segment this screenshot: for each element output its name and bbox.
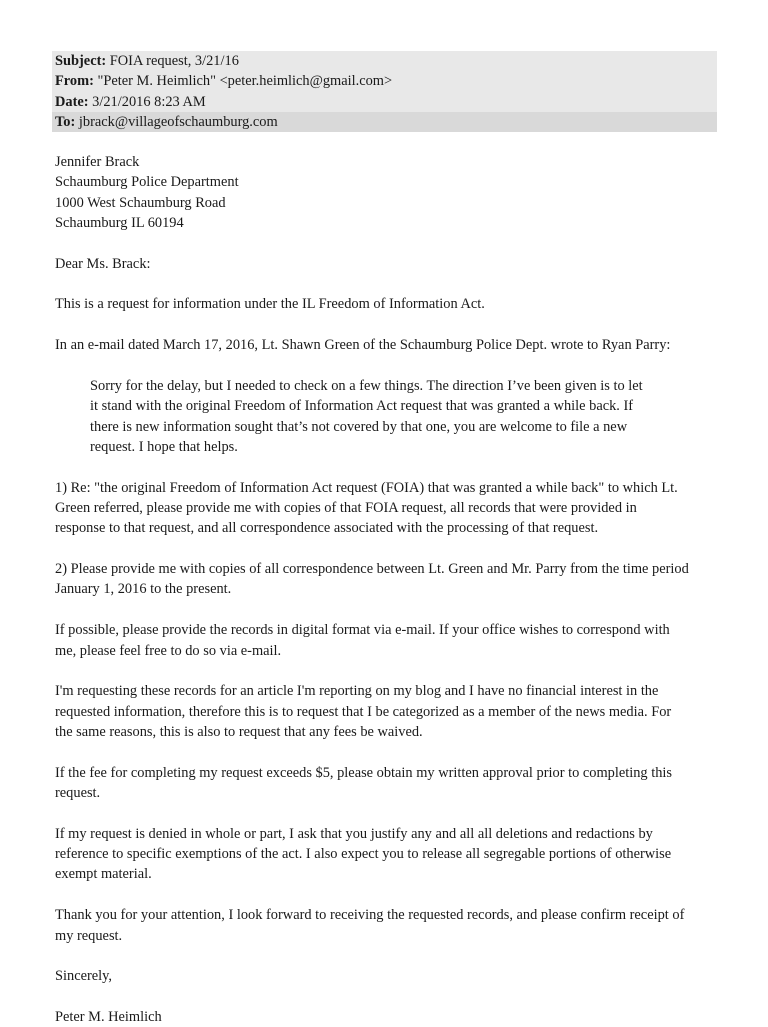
address-line: Schaumburg Police Department <box>55 174 239 191</box>
to-value: jbrack@villageofschaumburg.com <box>78 113 278 130</box>
paragraph-line: reference to specific exemptions of the act. I also expect you to release all segregable portions of otherwise <box>55 846 672 863</box>
request-item-2 <box>55 559 720 600</box>
date-row <box>52 92 717 112</box>
signature: Peter M. Heimlich <box>55 1009 162 1026</box>
recipient-address <box>55 152 720 233</box>
address-line: Schaumburg IL 60194 <box>55 214 184 231</box>
intro-paragraph: This is a request for information under the IL Freedom of Information Act. <box>55 296 485 313</box>
denial-paragraph <box>55 824 720 885</box>
paragraph-line: exempt material. <box>55 866 152 883</box>
fee-paragraph <box>55 763 720 804</box>
paragraph-line: me, please feel free to do so via e-mail. <box>55 642 282 659</box>
digital-format-paragraph <box>55 620 720 661</box>
quote-line: request. I hope that helps. <box>90 438 238 455</box>
from-value: "Peter M. Heimlich" <peter.heimlich@gmail.com> <box>97 73 393 90</box>
request-item-1 <box>55 478 720 539</box>
address-line: 1000 West Schaumburg Road <box>55 194 226 211</box>
paragraph-line: Thank you for your attention, I look forward to receiving the requested records, and please confirm receipt of <box>55 907 685 924</box>
from-label: From: <box>55 73 94 90</box>
quote-line: Sorry for the delay, but I needed to check on a few things. The direction I’ve been given is to let <box>90 378 643 395</box>
quote-line: there is new information sought that’s not covered by that one, you are welcome to file a new <box>90 418 628 435</box>
paragraph-line: the same reasons, this is also to request that any fees be waived. <box>55 723 423 740</box>
paragraph-line: 1) Re: "the original Freedom of Information Act request (FOIA) that was granted a while back" to which Lt. <box>55 479 678 496</box>
quote-line: it stand with the original Freedom of Information Act request that was granted a while back. If <box>90 398 634 415</box>
news-media-paragraph <box>55 681 720 742</box>
letter-body <box>55 152 720 1027</box>
context-paragraph: In an e-mail dated March 17, 2016, Lt. Shawn Green of the Schaumburg Police Dept. wrote to Ryan Parry: <box>55 337 671 354</box>
paragraph-line: If possible, please provide the records in digital format via e-mail. If your office wishes to correspond with <box>55 622 670 639</box>
subject-row <box>52 51 717 71</box>
paragraph-line: Green referred, please provide me with copies of that FOIA request, all records that were provided in <box>55 500 637 517</box>
block-quote <box>90 376 680 457</box>
paragraph-line: If the fee for completing my request exceeds $5, please obtain my written approval prior to completing this <box>55 764 673 781</box>
to-label: To: <box>55 113 76 130</box>
date-label: Date: <box>55 93 89 110</box>
paragraph-line: January 1, 2016 to the present. <box>55 581 232 598</box>
from-row <box>52 71 717 91</box>
paragraph-line: response to that request, and all correspondence associated with the processing of that request. <box>55 520 599 537</box>
paragraph-line: requested information, therefore this is to request that I be categorized as a member of the news media. For <box>55 703 672 720</box>
address-line: Jennifer Brack <box>55 154 140 170</box>
subject-value: FOIA request, 3/21/16 <box>109 53 239 69</box>
subject-label: Subject: <box>55 53 107 69</box>
paragraph-line: If my request is denied in whole or part, I ask that you justify any and all all deletions and redactions by <box>55 825 653 842</box>
date-value: 3/21/2016 8:23 AM <box>92 93 206 110</box>
closing: Sincerely, <box>55 968 113 985</box>
salutation: Dear Ms. Brack: <box>55 255 151 272</box>
paragraph-line: 2) Please provide me with copies of all correspondence between Lt. Green and Mr. Parry from the time period <box>55 561 689 578</box>
thanks-paragraph <box>55 905 720 946</box>
paragraph-line: I'm requesting these records for an article I'm reporting on my blog and I have no financial interest in the <box>55 683 659 700</box>
paragraph-line: my request. <box>55 927 123 944</box>
to-row <box>52 112 717 132</box>
paragraph-line: request. <box>55 785 101 802</box>
email-header <box>52 51 717 132</box>
